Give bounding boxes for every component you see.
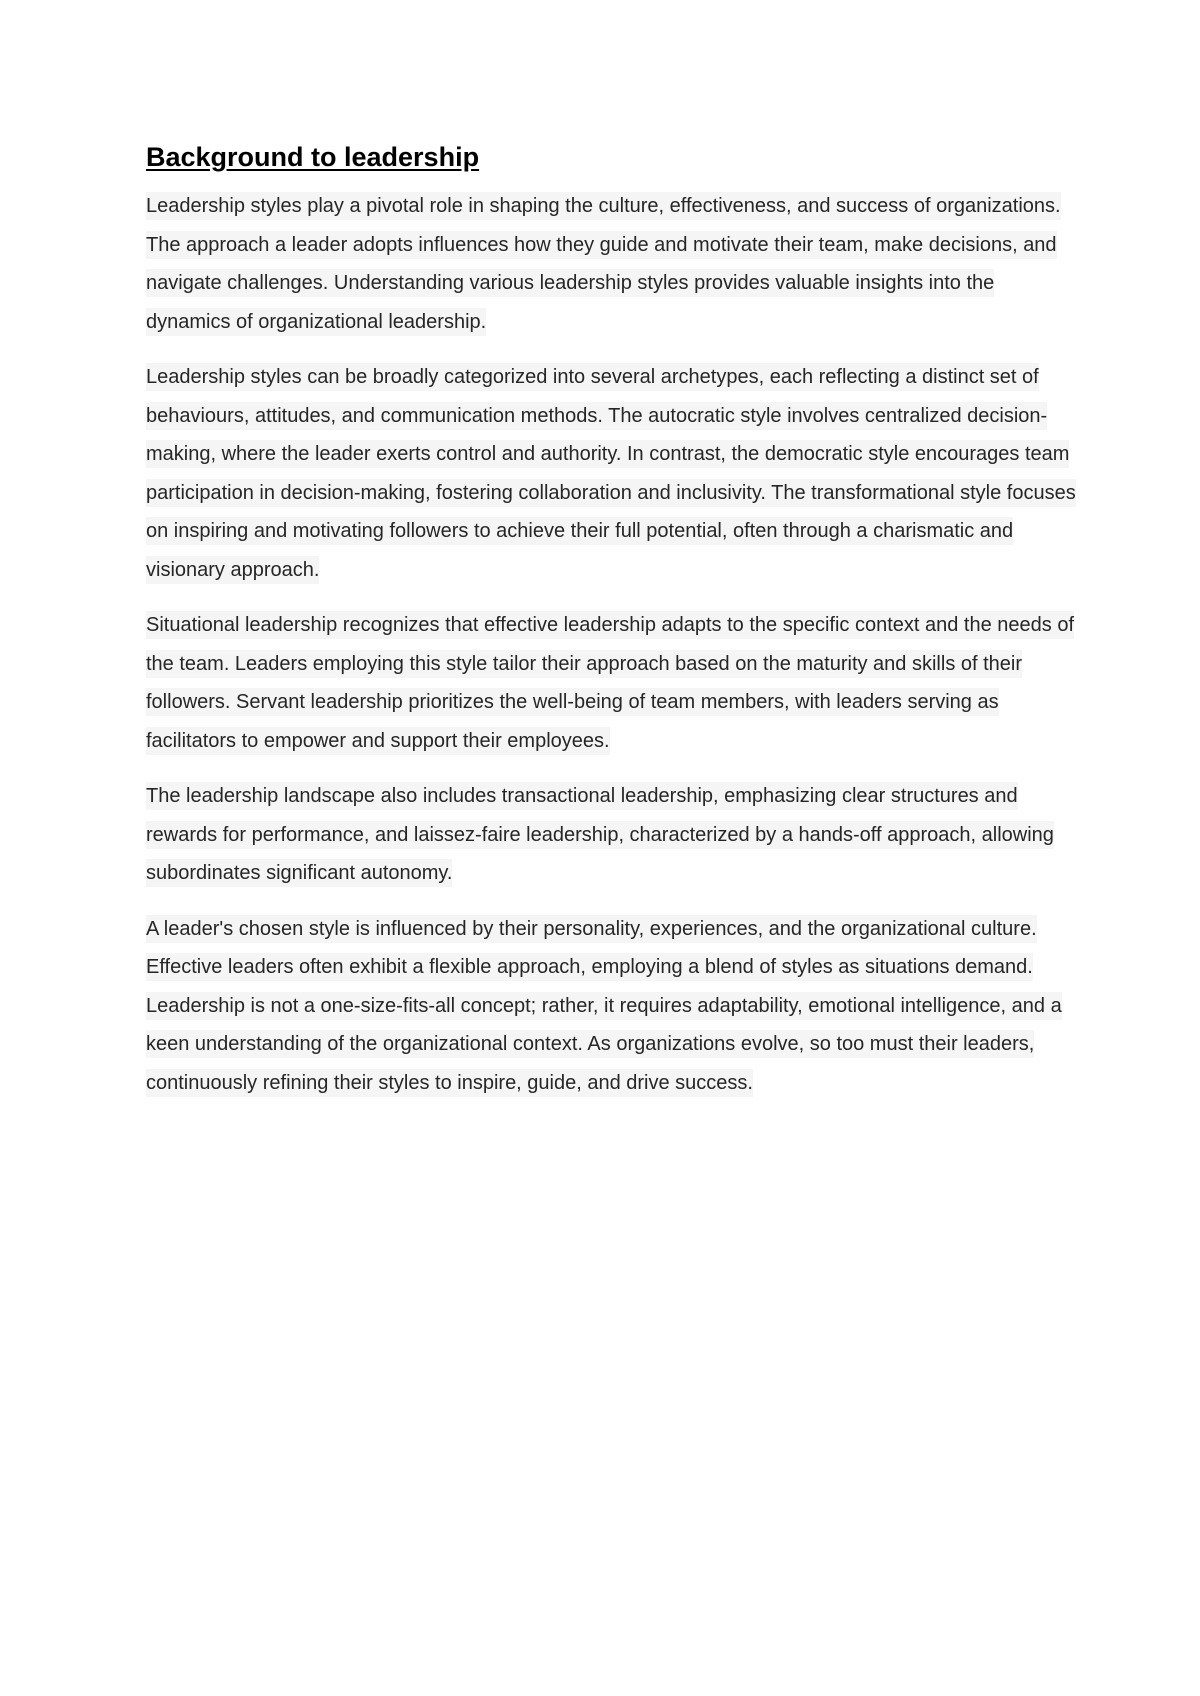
paragraph-5 (146, 910, 1076, 1103)
document-body (146, 140, 1076, 1119)
document-title: Background to leadership (146, 142, 480, 172)
paragraph-2 (146, 358, 1076, 589)
paragraph-3 (146, 606, 1076, 760)
paragraph-4 (146, 777, 1076, 893)
paragraph-text: The leadership landscape also includes transactional leadership, emphasizing clear structures and rewards for performance, and laissez-faire leadership, characterized by a hands-off approach, allowing subordinates significant autonomy. (146, 782, 1054, 887)
paragraph-1 (146, 187, 1076, 341)
paragraph-text: Leadership styles play a pivotal role in shaping the culture, effectiveness, and success of organizations. The approach a leader adopts influences how they guide and motivate their team, make decisions, and navigate challenges. Understanding various leadership styles provides valuable insights into the dynamics of organizational leadership. (146, 192, 1061, 336)
paragraph-text: A leader's chosen style is influenced by their personality, experiences, and the organizational culture. Effective leaders often exhibit a flexible approach, employing a blend of styles as situations demand. Leadership is not a one-size-fits-all concept; rather, it requires adaptability, emotional intelligence, and a keen understanding of the organizational context. As organizations evolve, so too must their leaders, continuously refining their styles to inspire, guide, and drive success. (146, 915, 1062, 1097)
paragraph-text: Situational leadership recognizes that effective leadership adapts to the specific context and the needs of the team. Leaders employing this style tailor their approach based on the maturity and skills of their followers. Servant leadership prioritizes the well-being of team members, with leaders serving as facilitators to empower and support their employees. (146, 611, 1074, 755)
paragraph-text: Leadership styles can be broadly categorized into several archetypes, each reflecting a distinct set of behaviours, attitudes, and communication methods. The autocratic style involves centralized decision-making, where the leader exerts control and authority. In contrast, the democratic style encourages team participation in decision-making, fostering collaboration and inclusivity. The transformational style focuses on inspiring and motivating followers to achieve their full potential, often through a charismatic and visionary approach. (146, 363, 1076, 584)
